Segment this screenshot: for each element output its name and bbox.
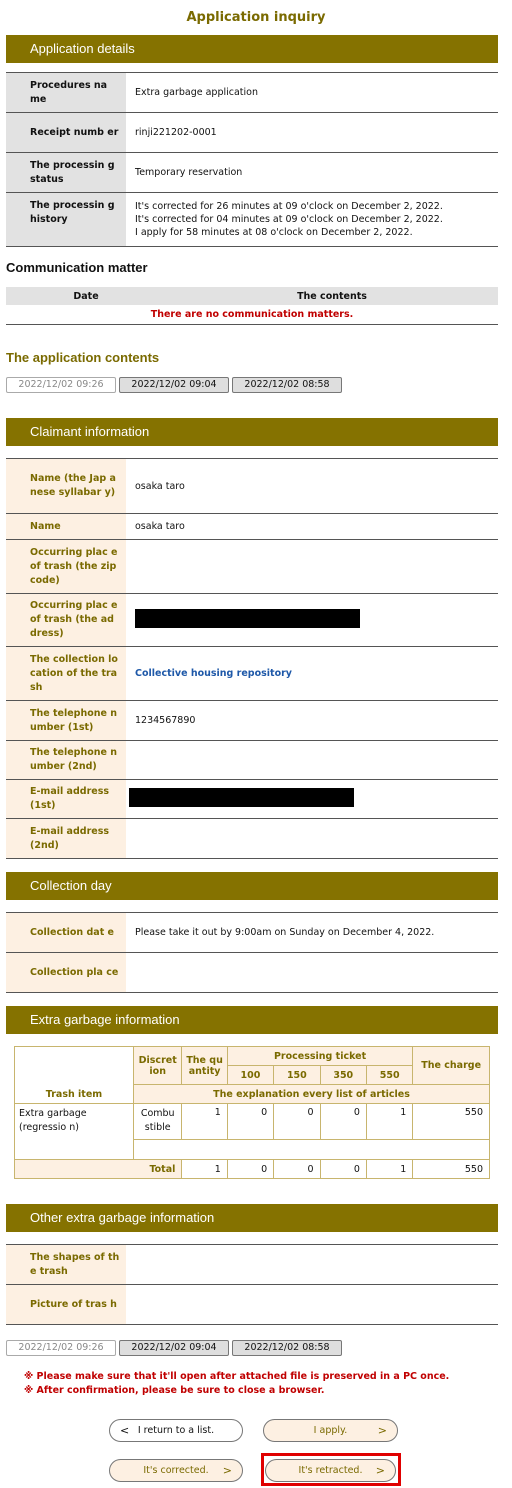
trash-picture-label: Picture of tras h <box>6 1285 126 1325</box>
procedure-name-label: Procedures na me <box>6 73 126 113</box>
total-550: 1 <box>366 1160 412 1179</box>
application-details-heading: Application details <box>6 35 498 63</box>
notes <box>24 1370 449 1398</box>
return-to-list-button[interactable] <box>109 1419 243 1442</box>
trash-item-header: Trash item <box>15 1047 134 1104</box>
corrected-button[interactable] <box>109 1459 243 1482</box>
processing-status-row <box>6 153 498 193</box>
communication-contents-header: The contents <box>166 287 498 305</box>
ticket-150-cell: 0 <box>274 1104 320 1140</box>
procedure-name-value: Extra garbage application <box>126 73 498 113</box>
trash-item-cell: Extra garbage (regressio n) <box>15 1104 134 1160</box>
extra-garbage-heading: Extra garbage information <box>6 1006 498 1034</box>
quantity-header: The qu antity <box>182 1047 227 1085</box>
collection-location-row <box>6 647 498 701</box>
phone-1-label: The telephone number (1st) <box>6 701 126 741</box>
chevron-right-icon: > <box>377 1424 387 1437</box>
collection-day-table <box>6 912 498 993</box>
collection-day-heading: Collection day <box>6 872 498 900</box>
other-info-table <box>6 1244 498 1325</box>
communication-date-header: Date <box>6 287 166 305</box>
phone-2-row <box>6 741 498 780</box>
version-tabs-bottom <box>6 1340 342 1356</box>
address-row <box>6 594 498 647</box>
discretion-cell: Combu stible <box>134 1104 182 1140</box>
procedure-name-row <box>6 73 498 113</box>
chevron-left-icon: < <box>120 1424 130 1437</box>
communication-heading: Communication matter <box>6 260 148 275</box>
collection-location-label: The collection location of the trash <box>6 647 126 701</box>
retracted-label: It's retracted. <box>298 1465 363 1476</box>
ticket-100-cell: 0 <box>227 1104 273 1140</box>
name-row <box>6 514 498 540</box>
total-row <box>15 1160 490 1179</box>
phone-2-label: The telephone number (2nd) <box>6 741 126 780</box>
no-communication-message: There are no communication matters. <box>6 305 498 324</box>
apply-label: I apply. <box>313 1425 348 1436</box>
corrected-label: It's corrected. <box>143 1465 209 1476</box>
collection-date-row <box>6 913 498 953</box>
version-tab[interactable]: 2022/12/02 09:04 <box>119 1340 229 1356</box>
explanation-header: The explanation every list of articles <box>134 1085 490 1104</box>
email-1-label: E-mail address (1st) <box>6 780 126 819</box>
history-line: It's corrected for 26 minutes at 09 o'clock on December 2, 2022. <box>135 201 443 212</box>
collection-date-value: Please take it out by 9:00am on Sunday on December 4, 2022. <box>126 913 498 953</box>
charge-cell: 550 <box>413 1104 490 1140</box>
ticket-550-cell: 1 <box>366 1104 412 1140</box>
chevron-right-icon: > <box>222 1464 232 1477</box>
trash-shapes-label: The shapes of the trash <box>6 1245 126 1285</box>
trash-shapes-row <box>6 1245 498 1285</box>
history-line: It's corrected for 04 minutes at 09 o'clock on December 2, 2022. <box>135 214 443 225</box>
ticket-100-header: 100 <box>227 1066 273 1085</box>
kana-name-label: Name (the Jap anese syllabar y) <box>6 459 126 514</box>
discretion-header: Discret ion <box>134 1047 182 1085</box>
note-line: ※ Please make sure that it'll open after attached file is preserved in a PC once. <box>24 1371 450 1382</box>
receipt-number-row <box>6 113 498 153</box>
communication-table <box>6 287 498 325</box>
other-info-heading: Other extra garbage information <box>6 1204 498 1232</box>
apply-button[interactable] <box>263 1419 398 1442</box>
total-150: 0 <box>274 1160 320 1179</box>
name-label: Name <box>6 514 126 540</box>
zip-code-row <box>6 540 498 594</box>
redacted-email <box>129 788 354 807</box>
name-value: osaka taro <box>126 514 498 540</box>
redacted-address <box>135 609 360 628</box>
phone-1-row <box>6 701 498 741</box>
explanation-cell <box>134 1140 490 1160</box>
ticket-150-header: 150 <box>274 1066 320 1085</box>
processing-status-value: Temporary reservation <box>126 153 498 193</box>
kana-name-row <box>6 459 498 514</box>
collection-place-value <box>126 953 498 993</box>
retracted-button[interactable] <box>265 1459 396 1482</box>
total-100: 0 <box>227 1160 273 1179</box>
version-tab[interactable]: 2022/12/02 09:04 <box>119 377 229 393</box>
version-tab[interactable]: 2022/12/02 08:58 <box>232 377 342 393</box>
email-2-label: E-mail address (2nd) <box>6 819 126 859</box>
quantity-cell: 1 <box>182 1104 227 1140</box>
email-1-row <box>6 780 498 819</box>
trash-picture-row <box>6 1285 498 1325</box>
ticket-350-header: 350 <box>320 1066 366 1085</box>
charge-header: The charge <box>413 1047 490 1085</box>
phone-1-value: 1234567890 <box>126 701 498 741</box>
processing-status-label: The processin g status <box>6 153 126 193</box>
version-tab-current[interactable]: 2022/12/02 09:26 <box>6 377 116 393</box>
page-title: Application inquiry <box>186 10 326 25</box>
application-details-table <box>6 72 498 247</box>
ticket-550-header: 550 <box>366 1066 412 1085</box>
claimant-heading: Claimant information <box>6 418 498 446</box>
ticket-350-cell: 0 <box>320 1104 366 1140</box>
return-to-list-label: I return to a list. <box>137 1425 215 1436</box>
note-line: ※ After confirmation, please be sure to close a browser. <box>24 1385 325 1396</box>
application-contents-heading: The application contents <box>6 350 160 365</box>
processing-history-row <box>6 193 498 247</box>
zip-code-label: Occurring plac e of trash (the zip code) <box>6 540 126 594</box>
kana-name-value: osaka taro <box>126 459 498 514</box>
trash-picture-value <box>126 1285 498 1325</box>
receipt-number-label: Receipt numb er <box>6 113 126 153</box>
total-label: Total <box>15 1160 182 1179</box>
claimant-table <box>6 458 498 859</box>
processing-history-label: The processin g history <box>6 193 126 247</box>
phone-2-value <box>126 741 498 780</box>
history-line: I apply for 58 minutes at 08 o'clock on December 2, 2022. <box>135 227 413 238</box>
garbage-row <box>15 1104 490 1140</box>
collection-place-label: Collection pla ce <box>6 953 126 993</box>
receipt-number-value: rinji221202-0001 <box>126 113 498 153</box>
processing-ticket-header: Processing ticket <box>227 1047 413 1066</box>
email-2-value <box>126 819 498 859</box>
collection-place-row <box>6 953 498 993</box>
trash-shapes-value <box>126 1245 498 1285</box>
email-2-row <box>6 819 498 859</box>
version-tab[interactable]: 2022/12/02 08:58 <box>232 1340 342 1356</box>
extra-garbage-table <box>14 1046 490 1179</box>
processing-history-value <box>126 193 498 247</box>
email-1-value <box>126 780 498 819</box>
zip-code-value <box>126 540 498 594</box>
total-quantity: 1 <box>182 1160 227 1179</box>
chevron-right-icon: > <box>375 1464 385 1477</box>
address-label: Occurring plac e of trash (the address) <box>6 594 126 647</box>
collection-location-link[interactable]: Collective housing repository <box>126 647 498 701</box>
address-value <box>126 594 498 647</box>
total-charge: 550 <box>413 1160 490 1179</box>
collection-date-label: Collection dat e <box>6 913 126 953</box>
version-tab-current[interactable]: 2022/12/02 09:26 <box>6 1340 116 1356</box>
total-350: 0 <box>320 1160 366 1179</box>
version-tabs-top <box>6 377 342 393</box>
